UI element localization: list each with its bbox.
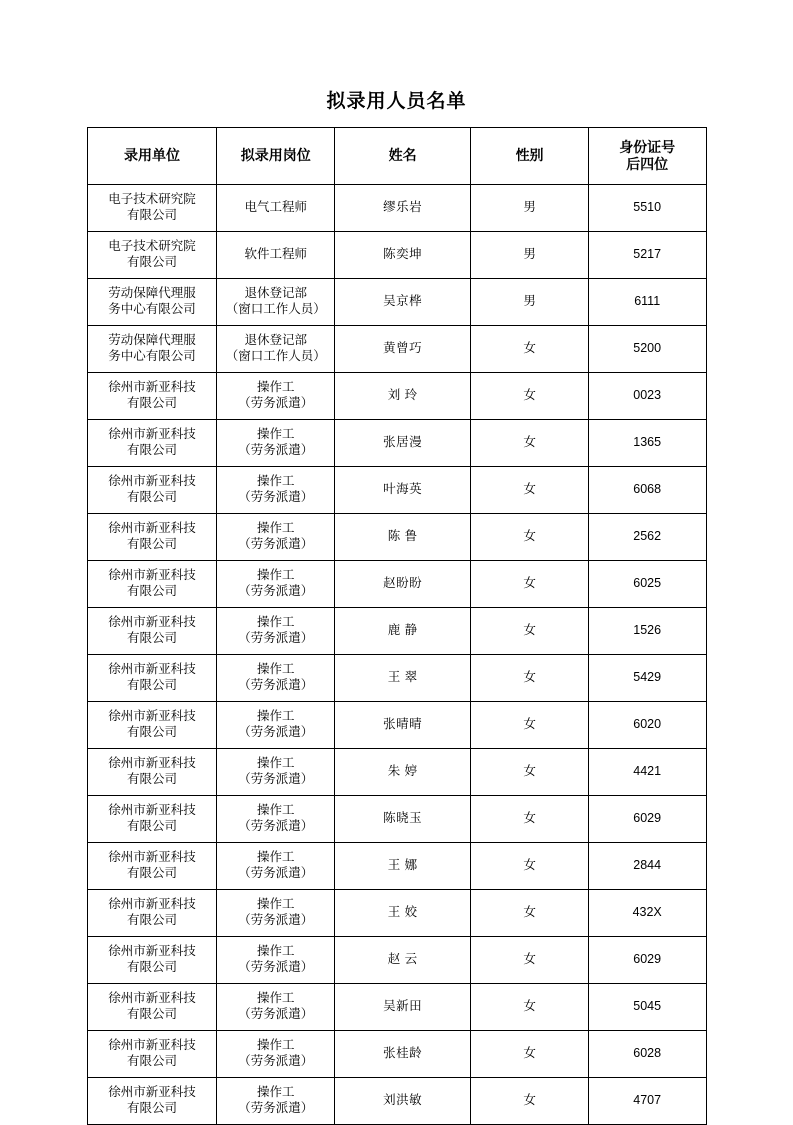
cell-line: 徐州市新亚科技 <box>108 803 196 818</box>
cell-post <box>217 702 335 749</box>
cell-gender: 女 <box>471 843 589 890</box>
table-row <box>87 937 706 984</box>
cell-line: 操作工 <box>257 662 295 677</box>
cell-unit <box>87 702 217 749</box>
cell-gender: 女 <box>471 326 589 373</box>
cell-line: 操作工 <box>257 803 295 818</box>
column-header-line: 后四位 <box>626 156 669 172</box>
cell-id-last4: 6068 <box>588 467 706 514</box>
cell-post <box>217 843 335 890</box>
cell-line: 电气工程师 <box>244 200 308 215</box>
cell-id-last4: 6029 <box>588 796 706 843</box>
cell-id-last4: 432X <box>588 890 706 937</box>
cell-gender: 女 <box>471 608 589 655</box>
cell-name: 王 翠 <box>335 655 471 702</box>
table-row <box>87 702 706 749</box>
cell-gender: 女 <box>471 890 589 937</box>
cell-name: 刘 玲 <box>335 373 471 420</box>
cell-name: 朱 婷 <box>335 749 471 796</box>
cell-gender: 女 <box>471 467 589 514</box>
column-header-3 <box>471 128 589 185</box>
cell-line: 有限公司 <box>126 866 177 880</box>
cell-post <box>217 608 335 655</box>
cell-line: （劳务派遣） <box>238 678 314 692</box>
column-header-4 <box>588 128 706 185</box>
table-row <box>87 467 706 514</box>
cell-unit <box>87 561 217 608</box>
table-row <box>87 373 706 420</box>
cell-name: 陈 鲁 <box>335 514 471 561</box>
cell-name: 张居漫 <box>335 420 471 467</box>
cell-name: 吴京桦 <box>335 279 471 326</box>
cell-line: 务中心有限公司 <box>108 302 196 316</box>
cell-post <box>217 326 335 373</box>
table-row <box>87 890 706 937</box>
cell-post <box>217 467 335 514</box>
cell-id-last4: 5045 <box>588 984 706 1031</box>
cell-unit <box>87 749 217 796</box>
cell-unit <box>87 1031 217 1078</box>
table-header-row <box>87 128 706 185</box>
cell-gender: 女 <box>471 561 589 608</box>
cell-line: 操作工 <box>257 521 295 536</box>
cell-gender: 男 <box>471 185 589 232</box>
cell-id-last4: 0023 <box>588 373 706 420</box>
cell-post <box>217 890 335 937</box>
cell-line: （劳务派遣） <box>238 960 314 974</box>
cell-post <box>217 1031 335 1078</box>
cell-line: （劳务派遣） <box>238 396 314 410</box>
cell-line: 操作工 <box>257 944 295 959</box>
cell-gender: 女 <box>471 1078 589 1125</box>
cell-line: 徐州市新亚科技 <box>108 615 196 630</box>
cell-post <box>217 1078 335 1125</box>
cell-line: 徐州市新亚科技 <box>108 709 196 724</box>
cell-name: 叶海英 <box>335 467 471 514</box>
cell-gender: 女 <box>471 984 589 1031</box>
cell-name: 刘洪敏 <box>335 1078 471 1125</box>
cell-post <box>217 514 335 561</box>
cell-gender: 女 <box>471 514 589 561</box>
column-header-line: 身份证号 <box>619 138 676 155</box>
cell-post <box>217 796 335 843</box>
table-row <box>87 796 706 843</box>
cell-unit <box>87 890 217 937</box>
cell-name: 黄曾巧 <box>335 326 471 373</box>
cell-line: （劳务派遣） <box>238 1054 314 1068</box>
cell-unit <box>87 796 217 843</box>
cell-line: 操作工 <box>257 380 295 395</box>
cell-line: （劳务派遣） <box>238 819 314 833</box>
cell-line: 操作工 <box>257 1038 295 1053</box>
cell-post <box>217 420 335 467</box>
roster-table <box>87 127 707 1125</box>
cell-line: 劳动保障代理服 <box>108 333 196 348</box>
cell-line: 操作工 <box>257 897 295 912</box>
cell-unit <box>87 279 217 326</box>
cell-gender: 男 <box>471 232 589 279</box>
cell-line: 劳动保障代理服 <box>108 286 196 301</box>
table-row <box>87 232 706 279</box>
cell-line: （劳务派遣） <box>238 490 314 504</box>
cell-line: 有限公司 <box>126 537 177 551</box>
cell-gender: 女 <box>471 749 589 796</box>
cell-line: 有限公司 <box>126 443 177 457</box>
cell-line: 操作工 <box>257 1085 295 1100</box>
cell-unit <box>87 984 217 1031</box>
cell-name: 陈晓玉 <box>335 796 471 843</box>
cell-line: 有限公司 <box>126 584 177 598</box>
cell-line: 徐州市新亚科技 <box>108 1038 196 1053</box>
cell-line: 操作工 <box>257 474 295 489</box>
cell-line: 徐州市新亚科技 <box>108 474 196 489</box>
table-row <box>87 185 706 232</box>
cell-id-last4: 6028 <box>588 1031 706 1078</box>
table-row <box>87 514 706 561</box>
cell-line: 操作工 <box>257 568 295 583</box>
cell-name: 张晴晴 <box>335 702 471 749</box>
cell-line: 操作工 <box>257 756 295 771</box>
cell-line: 徐州市新亚科技 <box>108 427 196 442</box>
column-header-line: 录用单位 <box>123 147 180 164</box>
cell-unit <box>87 937 217 984</box>
cell-line: （窗口工作人员） <box>225 302 326 316</box>
cell-line: 徐州市新亚科技 <box>108 568 196 583</box>
cell-line: （劳务派遣） <box>238 725 314 739</box>
table-row <box>87 1031 706 1078</box>
cell-line: 有限公司 <box>126 1054 177 1068</box>
cell-line: 操作工 <box>257 615 295 630</box>
cell-line: 操作工 <box>257 991 295 1006</box>
table-row <box>87 561 706 608</box>
cell-unit <box>87 232 217 279</box>
cell-id-last4: 4707 <box>588 1078 706 1125</box>
cell-id-last4: 6029 <box>588 937 706 984</box>
column-header-line: 拟录用岗位 <box>240 147 311 164</box>
cell-line: 电子技术研究院 <box>108 239 196 254</box>
cell-post <box>217 937 335 984</box>
cell-line: （劳务派遣） <box>238 913 314 927</box>
cell-name: 张桂龄 <box>335 1031 471 1078</box>
cell-line: 徐州市新亚科技 <box>108 756 196 771</box>
cell-id-last4: 6025 <box>588 561 706 608</box>
cell-gender: 女 <box>471 702 589 749</box>
cell-line: （劳务派遣） <box>238 537 314 551</box>
cell-id-last4: 6111 <box>588 279 706 326</box>
table-body <box>87 185 706 1125</box>
cell-unit <box>87 1078 217 1125</box>
column-header-line: 姓名 <box>388 147 417 164</box>
cell-id-last4: 5217 <box>588 232 706 279</box>
cell-unit <box>87 420 217 467</box>
cell-line: 有限公司 <box>126 819 177 833</box>
table-row <box>87 279 706 326</box>
table-row <box>87 749 706 796</box>
cell-line: 有限公司 <box>126 913 177 927</box>
cell-line: 务中心有限公司 <box>108 349 196 363</box>
table-row <box>87 843 706 890</box>
cell-line: 徐州市新亚科技 <box>108 944 196 959</box>
cell-gender: 女 <box>471 420 589 467</box>
cell-line: 徐州市新亚科技 <box>108 662 196 677</box>
cell-post <box>217 185 335 232</box>
cell-post <box>217 373 335 420</box>
cell-line: （劳务派遣） <box>238 1007 314 1021</box>
cell-line: 有限公司 <box>126 1101 177 1115</box>
page-title: 拟录用人员名单 <box>326 91 467 112</box>
column-header-2 <box>335 128 471 185</box>
cell-post <box>217 984 335 1031</box>
cell-line: 有限公司 <box>126 490 177 504</box>
table-row <box>87 655 706 702</box>
cell-unit <box>87 843 217 890</box>
cell-unit <box>87 326 217 373</box>
cell-line: 退休登记部 <box>244 333 308 348</box>
cell-unit <box>87 373 217 420</box>
cell-id-last4: 5429 <box>588 655 706 702</box>
cell-post <box>217 749 335 796</box>
table-row <box>87 326 706 373</box>
cell-line: 徐州市新亚科技 <box>108 521 196 536</box>
cell-line: 有限公司 <box>126 678 177 692</box>
cell-line: 有限公司 <box>126 255 177 269</box>
cell-id-last4: 5200 <box>588 326 706 373</box>
column-header-0 <box>87 128 217 185</box>
cell-line: 有限公司 <box>126 208 177 222</box>
cell-line: （劳务派遣） <box>238 866 314 880</box>
cell-line: 电子技术研究院 <box>108 192 196 207</box>
table-row <box>87 1078 706 1125</box>
cell-line: 有限公司 <box>126 772 177 786</box>
cell-line: 徐州市新亚科技 <box>108 897 196 912</box>
cell-line: 有限公司 <box>126 1007 177 1021</box>
table-header <box>87 128 706 185</box>
cell-id-last4: 2562 <box>588 514 706 561</box>
cell-post <box>217 232 335 279</box>
cell-unit <box>87 608 217 655</box>
cell-id-last4: 1526 <box>588 608 706 655</box>
cell-id-last4: 1365 <box>588 420 706 467</box>
cell-line: 退休登记部 <box>244 286 308 301</box>
cell-post <box>217 655 335 702</box>
cell-name: 赵 云 <box>335 937 471 984</box>
cell-unit <box>87 655 217 702</box>
cell-name: 王 姣 <box>335 890 471 937</box>
cell-name: 陈奕坤 <box>335 232 471 279</box>
cell-gender: 女 <box>471 937 589 984</box>
cell-id-last4: 4421 <box>588 749 706 796</box>
cell-line: 操作工 <box>257 709 295 724</box>
cell-line: 徐州市新亚科技 <box>108 991 196 1006</box>
cell-name: 缪乐岩 <box>335 185 471 232</box>
cell-post <box>217 279 335 326</box>
cell-line: 有限公司 <box>126 725 177 739</box>
cell-line: 有限公司 <box>126 631 177 645</box>
cell-gender: 女 <box>471 796 589 843</box>
cell-gender: 女 <box>471 373 589 420</box>
cell-line: 徐州市新亚科技 <box>108 380 196 395</box>
cell-line: 徐州市新亚科技 <box>108 1085 196 1100</box>
cell-gender: 女 <box>471 655 589 702</box>
cell-unit <box>87 185 217 232</box>
cell-line: 有限公司 <box>126 960 177 974</box>
cell-name: 赵盼盼 <box>335 561 471 608</box>
cell-gender: 女 <box>471 1031 589 1078</box>
cell-post <box>217 561 335 608</box>
cell-name: 吴新田 <box>335 984 471 1031</box>
cell-id-last4: 2844 <box>588 843 706 890</box>
roster-table-wrapper <box>87 127 707 1125</box>
cell-name: 鹿 静 <box>335 608 471 655</box>
cell-line: 软件工程师 <box>244 247 308 262</box>
cell-line: 操作工 <box>257 850 295 865</box>
cell-line: （劳务派遣） <box>238 1101 314 1115</box>
cell-name: 王 娜 <box>335 843 471 890</box>
cell-gender: 男 <box>471 279 589 326</box>
cell-unit <box>87 514 217 561</box>
cell-line: （劳务派遣） <box>238 584 314 598</box>
table-row <box>87 420 706 467</box>
cell-line: （劳务派遣） <box>238 443 314 457</box>
cell-line: （劳务派遣） <box>238 631 314 645</box>
cell-line: （劳务派遣） <box>238 772 314 786</box>
cell-line: 徐州市新亚科技 <box>108 850 196 865</box>
column-header-line: 性别 <box>515 147 544 164</box>
cell-line: 有限公司 <box>126 396 177 410</box>
table-row <box>87 984 706 1031</box>
table-row <box>87 608 706 655</box>
column-header-1 <box>217 128 335 185</box>
cell-line: （窗口工作人员） <box>225 349 326 363</box>
cell-unit <box>87 467 217 514</box>
cell-line: 操作工 <box>257 427 295 442</box>
cell-id-last4: 6020 <box>588 702 706 749</box>
cell-id-last4: 5510 <box>588 185 706 232</box>
